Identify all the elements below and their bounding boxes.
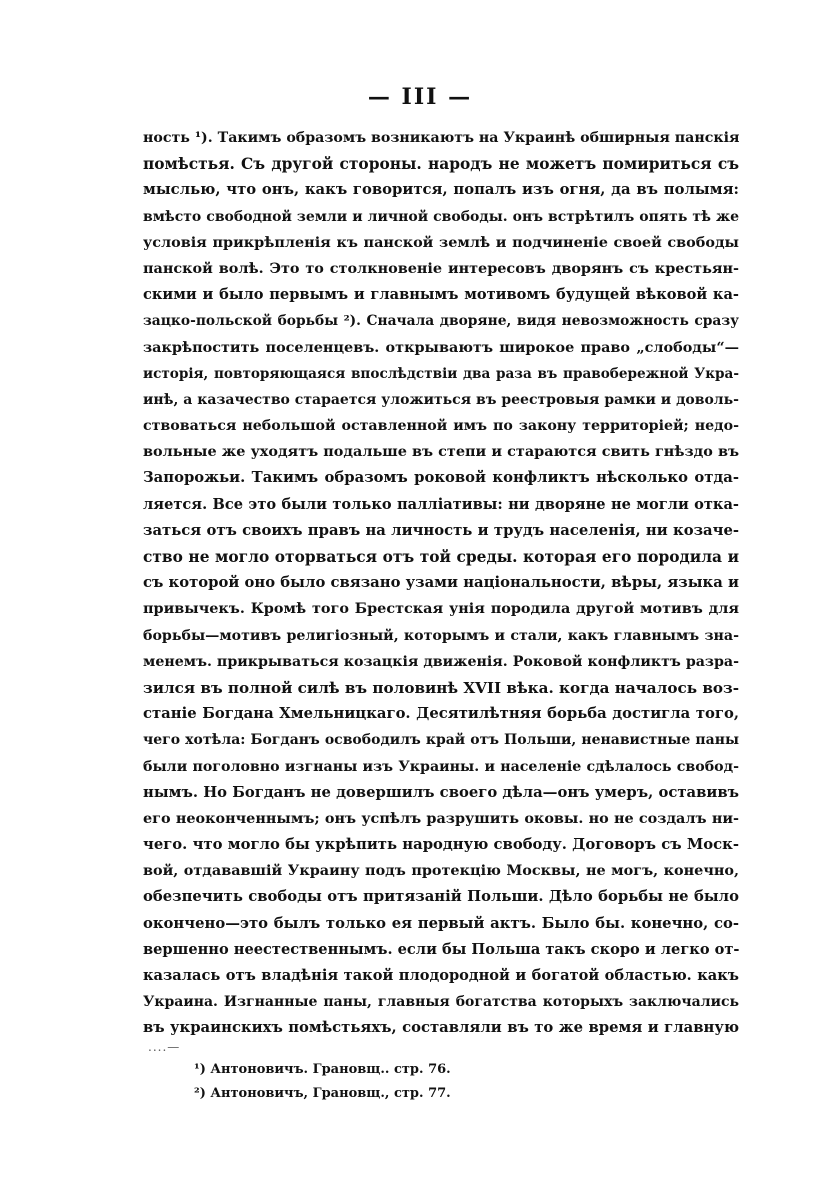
text-line: борьбы—мотивъ религіозный, которымъ и стали, какъ главнымъ зна-: [143, 627, 739, 644]
page-number: — III —: [367, 84, 473, 110]
text-line: вой, отдававшій Украину подъ протекцію Москвы, не могъ, конечно,: [143, 862, 739, 880]
text-line: ность ¹). Такимъ образомъ возникаютъ на Украинѣ обширныя панскія: [143, 130, 739, 146]
footnotes: [194, 1058, 694, 1106]
text-line: вольные же уходятъ подальше въ степи и стараются свить гнѣздо въ: [143, 443, 739, 461]
text-line: обезпечить свободы отъ притязаній Польши. Дѣло борьбы не было: [143, 888, 739, 906]
text-line: вершенно неестественнымъ. если бы Польша такъ скоро и легко от-: [143, 940, 739, 958]
text-line: скими и было первымъ и главнымъ мотивомъ будущей вѣковой ка-: [143, 286, 739, 304]
text-line: панской волѣ. Это то столкновеніе интересовъ дворянъ съ крестьян-: [143, 259, 739, 277]
text-line: вмѣсто свободной земли и личной свободы. онъ встрѣтилъ опять тѣ же: [143, 208, 739, 225]
text-line: закрѣпостить поселенцевъ. открываютъ широкое право „слободы“—: [143, 338, 739, 356]
text-line: привычекъ. Кромѣ того Брестская унія породила другой мотивъ для: [143, 600, 739, 618]
text-line: станіе Богдана Хмельницкаго. Десятилѣтняя борьба достигла того,: [143, 705, 739, 723]
text-line: ствоваться небольшой оставленной имъ по закону территоріей; недо-: [143, 418, 739, 435]
text-line: условія прикрѣпленія къ панской землѣ и подчиненіе своей свободы: [143, 233, 739, 251]
text-line: въ украинскихъ помѣстьяхъ, составляли въ то же время и главную: [143, 1019, 739, 1037]
text-line: мыслью, что онъ, какъ говорится, попалъ изъ огня, да въ полымя:: [143, 181, 739, 199]
text-line: помѣстья. Съ другой стороны. народъ не можетъ помириться съ: [143, 155, 739, 174]
text-line: зацко-польской борьбы ²). Сначала дворяне, видя невозможность сразу: [143, 313, 739, 330]
text-line: ляется. Все это были только палліативы: ни дворяне не могли отка-: [143, 495, 739, 513]
text-line: его неоконченнымъ; онъ успѣлъ разрушить оковы. но не создалъ ни-: [143, 809, 739, 827]
text-line: чего хотѣла: Богданъ освободилъ край отъ Польши, ненавистные паны: [143, 732, 739, 749]
text-line: Запорожьи. Такимъ образомъ роковой конфликтъ нѣсколько отда-: [143, 469, 739, 487]
footnote-1: ¹) Антоновичъ. Грановщ.. стр. 76.: [194, 1062, 451, 1077]
text-line: инѣ, а казачество старается уложиться въ реестровыя рамки и доволь-: [143, 391, 739, 408]
text-line: нымъ. Но Богданъ не довершилъ своего дѣла—онъ умеръ, оставивъ: [143, 783, 739, 801]
text-line: Украина. Изгнанные паны, главныя богатства которыхъ заключались: [143, 994, 739, 1011]
footnote-separator: ....—: [148, 1040, 181, 1054]
text-line: заться отъ своихъ правъ на личность и трудъ населенія, ни козаче-: [143, 521, 739, 539]
footnote-2: ²) Антоновичъ, Грановщ., стр. 77.: [194, 1086, 451, 1101]
text-line: окончено—это былъ только ея первый актъ. Было бы. конечно, со-: [143, 914, 739, 932]
text-line: казалась отъ владѣнія такой плодородной и богатой областью. какъ: [143, 967, 739, 984]
body-text: [143, 125, 739, 1042]
text-line: менемъ. прикрываться козацкія движенія. Роковой конфликтъ разра-: [143, 653, 739, 670]
text-line: ство не могло оторваться отъ той среды. которая его породила и: [143, 548, 739, 566]
text-line: зился въ полной силѣ въ половинѣ XVII вѣка. когда началось воз-: [143, 678, 739, 697]
text-line: были поголовно изгнаны изъ Украины. и населеніе сдѣлалось свобод-: [143, 758, 739, 775]
text-line: съ которой оно было связано узами національности, вѣры, языка и: [143, 574, 739, 592]
text-line: исторія, повторяющаяся впослѣдствіи два раза въ правобережной Укра-: [143, 365, 739, 382]
text-line: чего. что могло бы укрѣпить народную свободу. Договоръ съ Моск-: [143, 836, 739, 854]
